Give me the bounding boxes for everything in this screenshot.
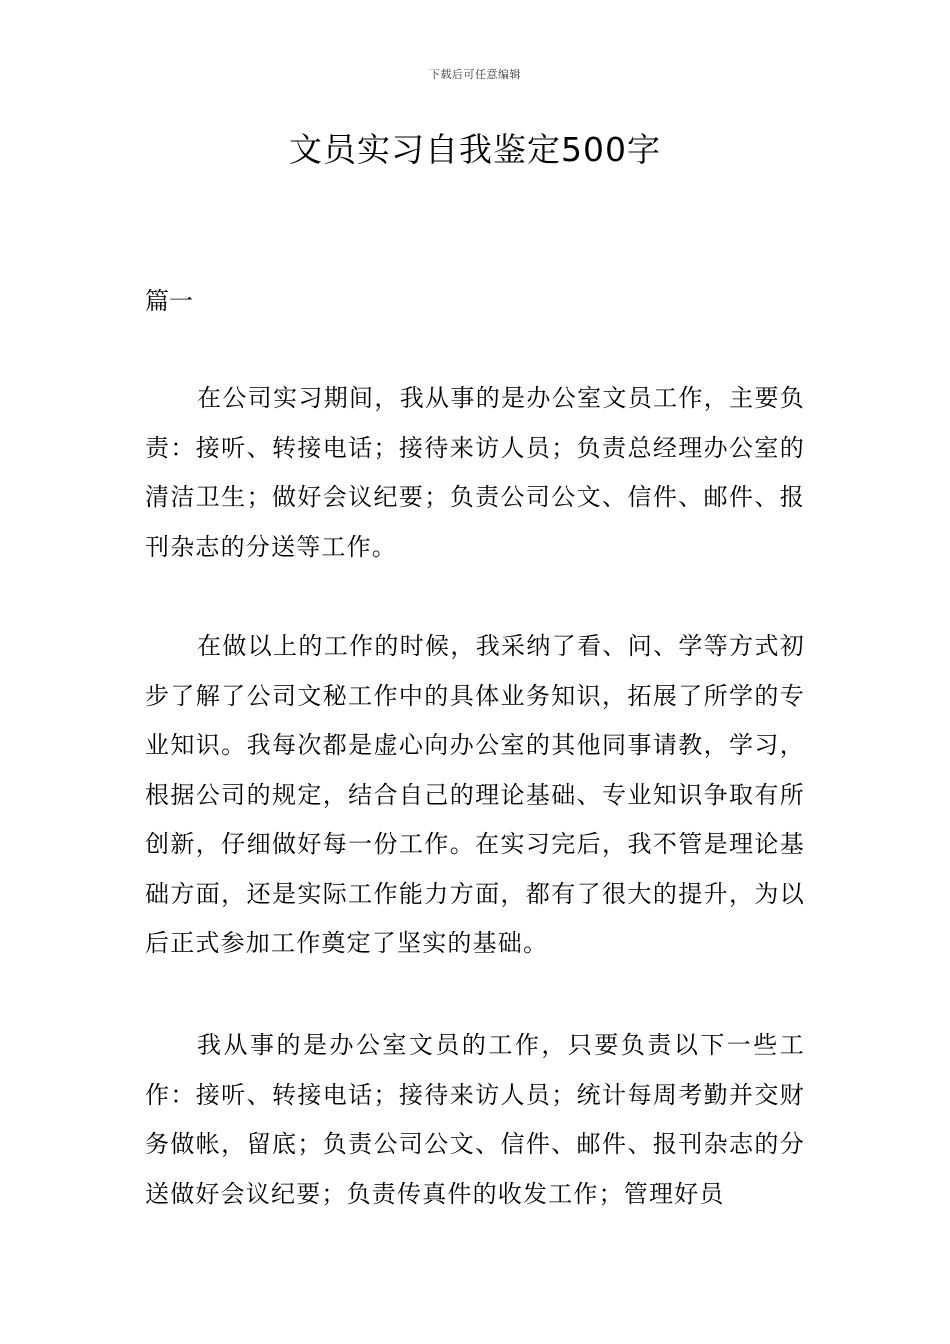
document-title: 文员实习自我鉴定500字 (289, 130, 661, 169)
section-label: 篇一 (145, 287, 193, 315)
header-note: 下载后可任意编辑 (429, 68, 521, 81)
paragraph: 在公司实习期间，我从事的是办公室文员工作，主要负责：接听、转接电话；接待来访人员；负责总经理办公室的清洁卫生；做好会议纪要；负责公司公文、信件、邮件、报刊杂志的分送等工作。 (145, 384, 805, 561)
paragraph: 在做以上的工作的时候，我采纳了看、问、学等方式初步了解了公司文秘工作中的具体业务知识，拓展了所学的专业知识。我每次都是虚心向办公室的其他同事请教，学习，根据公司的规定，结合自己的理论基础、专业知识争取有所创新，仔细做好每一份工作。在实习完后，我不管是理论基础方面，还是实际工作能力方面，都有了很大的提升，为以后正式参加工作奠定了坚实的基础。 (145, 632, 805, 957)
paragraph: 我从事的是办公室文员的工作，只要负责以下一些工作：接听、转接电话；接待来访人员；统计每周考勤并交财务做帐，留底；负责公司公文、信件、邮件、报刊杂志的分送做好会议纪要；负责传真件的收发工作；管理好员 (145, 1031, 805, 1208)
